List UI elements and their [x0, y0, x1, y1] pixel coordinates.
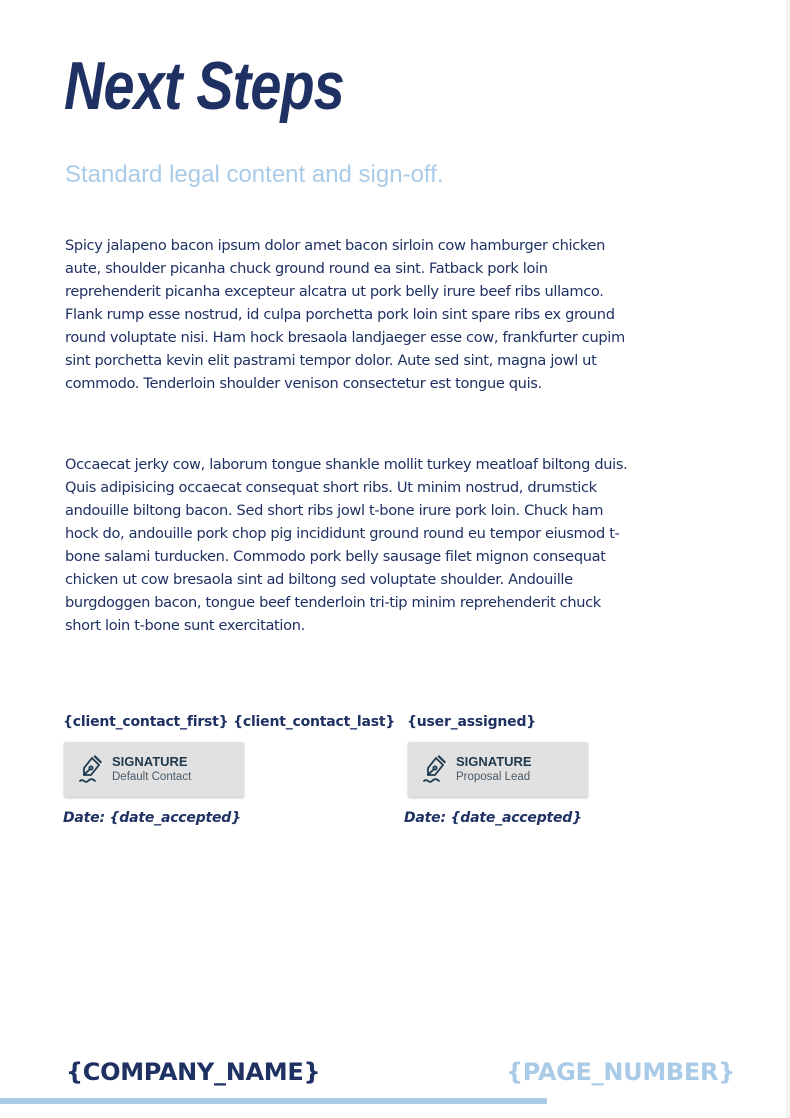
user-signature-button[interactable] — [408, 742, 588, 797]
body-paragraph-1: Spicy jalapeno bacon ipsum dolor amet bacon sirloin cow hamburger chicken aute, shoulder picanha chuck ground round ea sint. Fatback pork loin reprehenderit picanha excepteur alcatra ut pork belly irure beef ribs ullamco. Flank rump esse nostrud, id culpa porchetta pork loin sint spare ribs ex ground round voluptate nisi. Ham hock bresaola landjaeger esse cow, frankfurter cupim sint porchetta kevin elit pastrami tempor dolor. Aute sed sint, magna jowl ut commodo. Tenderloin shoulder venison consectetur est tongue quis. — [65, 237, 625, 392]
pen-signature-icon — [78, 755, 104, 785]
page-edge-shadow — [786, 0, 790, 1118]
client-signature-role: Default Contact — [112, 771, 192, 783]
page-subtitle: Standard legal content and sign-off. — [65, 161, 444, 188]
user-signature-label: SIGNATURE — [456, 754, 532, 769]
client-signature-block — [63, 710, 396, 826]
footer-page-number: {PAGE_NUMBER} — [506, 1058, 735, 1086]
client-signature-label: SIGNATURE — [112, 754, 188, 769]
footer-company-name: {COMPANY_NAME} — [66, 1058, 321, 1086]
client-signer-name: {client_contact_first} {client_contact_last} — [63, 714, 396, 730]
user-signer-name: {user_assigned} — [407, 714, 537, 730]
client-date-accepted: Date: {date_accepted} — [63, 810, 241, 826]
user-date-accepted: Date: {date_accepted} — [404, 810, 582, 826]
page-title: Next Steps — [64, 48, 345, 124]
user-signature-block — [404, 710, 582, 826]
user-signature-role: Proposal Lead — [456, 771, 531, 783]
footer-divider — [0, 1098, 547, 1104]
pen-signature-icon — [422, 755, 448, 785]
client-signature-button[interactable] — [64, 742, 244, 797]
body-paragraph-2: Occaecat jerky cow, laborum tongue shankle mollit turkey meatloaf biltong duis. Quis adipisicing occaecat consequat short ribs. Ut minim nostrud, drumstick andouille biltong bacon. Sed short ribs jowl t-bone irure pork loin. Chuck ham hock do, andouille pork chop pig incididunt ground round eu tempor eiusmod t-bone salami turducken. Commodo pork belly sausage filet mignon consequat chicken ut cow bresaola sint ad biltong sed voluptate shoulder. Andouille burgdoggen bacon, tongue beef tenderloin tri-tip minim reprehenderit chuck short loin t-bone sunt exercitation. — [65, 456, 628, 634]
